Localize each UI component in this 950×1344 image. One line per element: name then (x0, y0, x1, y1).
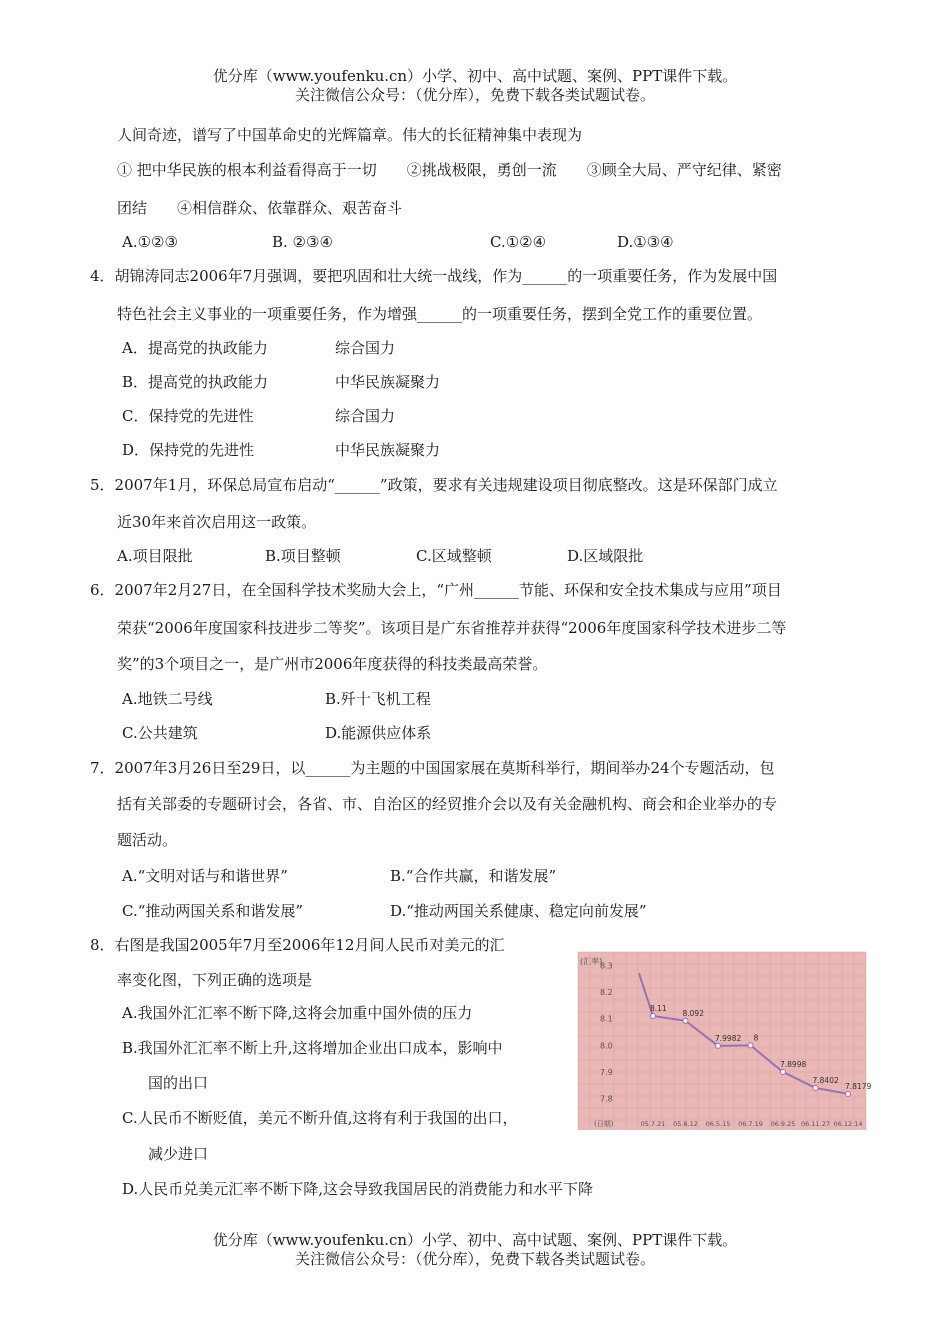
q8-text-2: 率变化图，下列正确的选项是 (117, 971, 313, 989)
data-label: 8 (753, 1033, 759, 1043)
q4-option-a-second: 综合国力 (335, 339, 396, 357)
q6-option-a: A.地铁二号线 (122, 690, 213, 708)
y-tick-label: 8.3 (600, 961, 613, 971)
exchange-rate-chart-svg (578, 952, 872, 1130)
q3-option-b: B. ②③④ (272, 233, 333, 251)
data-point (716, 1043, 721, 1048)
q5-option-d: D.区域限批 (567, 547, 644, 565)
q4-option-b-second: 中华民族凝聚力 (335, 373, 441, 391)
q4-text-1: 4．胡锦涛同志2006年7月强调，要把巩固和壮大统一战线，作为______的一项重要任务，作为发展中国 (90, 267, 778, 285)
data-point (813, 1085, 818, 1090)
y-tick-label: 7.8 (600, 1094, 613, 1104)
q3-option-c: C.①②④ (490, 233, 547, 251)
q7-option-c: C.“推动两国关系和谐发展” (122, 902, 304, 920)
q3-option-a: A.①②③ (122, 233, 178, 251)
y-tick-label: 8.0 (600, 1041, 613, 1051)
q6-option-c: C.公共建筑 (122, 724, 198, 742)
x-tick-label: 05.7.21 (640, 1120, 666, 1128)
data-label: 7.8179 (845, 1081, 872, 1091)
q5-option-b: B.项目整顿 (265, 547, 341, 565)
data-label: 8.092 (682, 1008, 704, 1018)
x-tick-label: 05.8.12 (673, 1120, 698, 1128)
q4-option-d-second: 中华民族凝聚力 (335, 441, 441, 459)
y-tick-label: 7.9 (600, 1068, 613, 1077)
data-label: 8.11 (650, 1004, 667, 1013)
q7-text-3: 题活动。 (117, 831, 178, 849)
y-tick-label: 8.2 (600, 988, 613, 997)
q5-text-2: 近30年来首次启用这一政策。 (117, 513, 317, 531)
q7-text-1: 7．2007年3月26日至29日，以______为主题的中国国家展在莫斯科举行，期间举办24个专题活动，包 (90, 759, 775, 777)
data-point (748, 1043, 753, 1048)
q8-text-1: 8．右图是我国2005年7月至2006年12月间人民币对美元的汇 (90, 936, 505, 954)
q8-option-c-cont: 减少进口 (148, 1145, 209, 1163)
q6-option-d: D.能源供应体系 (325, 724, 432, 742)
q7-option-a: A.“文明对话与和谐世界” (122, 867, 288, 885)
data-point (781, 1070, 786, 1075)
header-line-1: 优分库（www.youfenku.cn）小学、初中、高中试题、案例、PPT课件下载。 (212, 67, 738, 85)
x-tick-label: 06.5.15 (705, 1120, 731, 1128)
data-label: 7.8998 (780, 1060, 807, 1070)
q3-option-d: D.①③④ (617, 233, 674, 251)
footer-line-1: 优分库（www.youfenku.cn）小学、初中、高中试题、案例、PPT课件下载。 (212, 1231, 738, 1249)
data-point (846, 1091, 851, 1096)
q4-option-c-second: 综合国力 (335, 407, 396, 425)
q8-option-d: D.人民币兑美元汇率不断下降,这会导致我国居民的消费能力和水平下降 (122, 1180, 594, 1198)
q3-text-3: 团结 ④相信群众、依靠群众、艰苦奋斗 (117, 199, 403, 217)
q4-option-b: B．提高党的执政能力 (122, 373, 269, 391)
q3-text-1: 人间奇迹，谱写了中国革命史的光辉篇章。伟大的长征精神集中表现为 (117, 126, 583, 144)
q4-option-a: A．提高党的执政能力 (122, 339, 268, 357)
q5-option-c: C.区域整顿 (416, 547, 492, 565)
q6-text-2: 荣获“2006年度国家科技进步二等奖”。该项目是广东省推荐并获得“2006年度国家科学技术进步二等 (117, 619, 787, 637)
q6-text-3: 奖”的3个项目之一，是广州市2006年度获得的科技类最高荣誉。 (117, 655, 548, 673)
x-tick-label: 06.12.14 (833, 1120, 863, 1128)
x-tick-label: 06.9.25 (770, 1120, 796, 1128)
q7-text-2: 括有关部委的专题研讨会，各省、市、自治区的经贸推介会以及有关金融机构、商会和企业举办的专 (117, 795, 778, 813)
y-axis-label: (汇率) (580, 957, 603, 966)
q7-option-b: B.“合作共赢，和谐发展” (390, 867, 557, 885)
data-label: 7.9982 (715, 1033, 742, 1043)
q4-option-c: C．保持党的先进性 (122, 407, 254, 425)
data-label: 7.8402 (812, 1075, 839, 1085)
q5-option-a: A.项目限批 (117, 547, 193, 565)
q8-option-c: C.人民币不断贬值，美元不断升值,这将有利于我国的出口， (122, 1109, 518, 1127)
x-tick-label: 06.11.27 (801, 1120, 830, 1128)
data-point (651, 1014, 656, 1019)
q8-option-b: B.我国外汇汇率不断上升,这将增加企业出口成本，影响中 (122, 1039, 503, 1057)
q3-text-2: ① 把中华民族的根本利益看得高于一切 ②挑战极限，勇创一流 ③顾全大局、严守纪律、紧密 (117, 161, 782, 179)
q4-text-2: 特色社会主义事业的一项重要任务，作为增强______的一项重要任务，摆到全党工作的重要位置。 (117, 305, 763, 323)
q6-option-b: B.歼十飞机工程 (325, 690, 431, 708)
q5-text-1: 5．2007年1月，环保总局宣布启动“______”政策，要求有关违规建设项目彻底整改。这是环保部门成立 (90, 476, 778, 494)
header-line-2: 关注微信公众号：（优分库），免费下载各类试题试卷。 (294, 86, 655, 104)
data-point (683, 1018, 688, 1023)
q7-option-d: D.“推动两国关系健康、稳定向前发展” (390, 902, 647, 920)
q8-option-b-cont: 国的出口 (148, 1074, 209, 1092)
q6-text-1: 6．2007年2月27日，在全国科学技术奖励大会上，“广州______节能、环保和安全技术集成与应用”项目 (90, 581, 782, 599)
x-axis-label: (日期) (594, 1120, 614, 1128)
q4-option-d: D．保持党的先进性 (122, 441, 255, 459)
exchange-rate-chart (578, 952, 872, 1130)
x-tick-label: 06.7.19 (738, 1120, 763, 1128)
q8-option-a: A.我国外汇汇率不断下降,这将会加重中国外债的压力 (122, 1004, 473, 1022)
footer-line-2: 关注微信公众号：（优分库），免费下载各类试题试卷。 (294, 1250, 655, 1268)
y-tick-label: 8.1 (600, 1014, 613, 1024)
